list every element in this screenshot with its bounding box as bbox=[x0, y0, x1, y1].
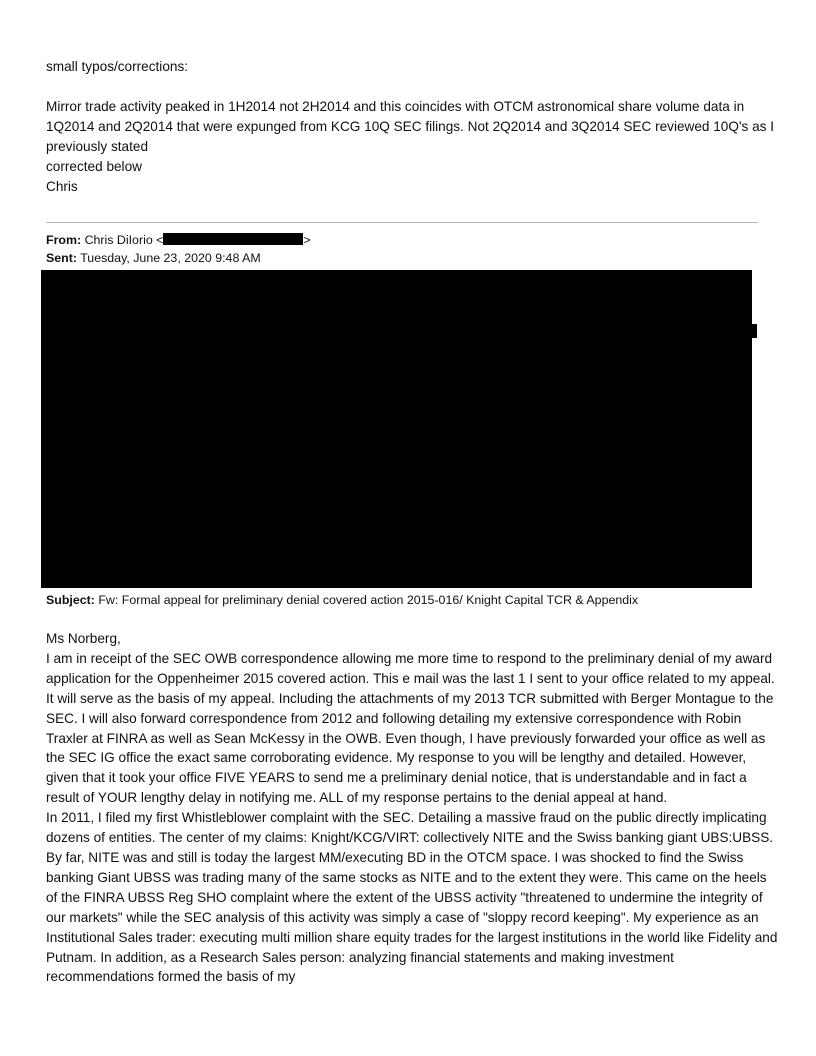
salutation: Ms Norberg, bbox=[46, 631, 121, 646]
intro-signature: Chris bbox=[46, 179, 78, 194]
intro-paragraph: Mirror trade activity peaked in 1H2014 not 2H2014 and this coincides with OTCM astronomical share volume data in 1Q2014 and 2Q2014 that were expunged from KCG 10Q SEC filings. Not 2Q2014 and 3Q2014 SEC reviewed 10Q's as I previously stated bbox=[46, 99, 775, 154]
intro-heading: small typos/corrections: bbox=[46, 59, 189, 74]
sent-value: Tuesday, June 23, 2020 9:48 AM bbox=[80, 251, 261, 265]
redaction-block-edge bbox=[750, 324, 757, 338]
subject-value: Fw: Formal appeal for preliminary denial covered action 2015-016/ Knight Capital TCR & Appendix bbox=[98, 593, 639, 607]
header-divider bbox=[46, 222, 758, 223]
sent-label: Sent: bbox=[46, 251, 77, 265]
subject-line bbox=[46, 592, 638, 608]
from-close: > bbox=[303, 233, 311, 247]
body-paragraph-2: In 2011, I filed my first Whistleblower complaint with the SEC. Detailing a massive fraud on the public directly implicating dozens of entities. The center of my claims: Knight/KCG/VIRT: collectively NITE and the Swiss banking giant UBS:UBSS. By far, NITE was and still is today the largest MM/executing BD in the OTCM space. I was shocked to find the Swiss banking Giant UBSS was trading many of the same stocks as NITE and to the extent they were. This came on the heels of the FINRA UBSS Reg SHO complaint where the extent of the UBSS activity "threatened to undermine the integrity of our markets" while the SEC analysis of this activity was simply a case of "sloppy record keeping". My experience as an Institutional Sales trader: executing multi million share equity trades for the largest institutions in the world like Fidelity and Putnam. In addition, as a Research Sales person: analyzing financial statements and making investment recommendations formed the basis of my bbox=[46, 810, 778, 985]
subject-label: Subject: bbox=[46, 593, 95, 607]
from-line bbox=[46, 232, 311, 248]
intro-corrected: corrected below bbox=[46, 159, 142, 174]
redaction-block bbox=[41, 270, 752, 588]
from-value: Chris DiIorio < bbox=[84, 233, 164, 247]
body-paragraph-1: I am in receipt of the SEC OWB correspondence allowing me more time to respond to the preliminary denial of my award application for the Oppenheimer 2015 covered action. This e mail was the last 1 I sent to your office related to my appeal. It will serve as the basis of my appeal. Including the attachments of my 2013 TCR submitted with Berger Montague to the SEC. I will also forward correspondence from 2012 and following detailing my extensive correspondence with Robin Traxler at FINRA as well as Sean McKessy in the OWB. Even though, I have previously forwarded your office as well as the SEC IG office the exact same corroborating evidence. My response to you will be lengthy and detailed. However, given that it took your office FIVE YEARS to send me a preliminary denial notice, that is understandable and in fact a result of YOUR lengthy delay in notifying me. ALL of my response pertains to the denial appeal at hand. bbox=[46, 650, 775, 806]
email-body bbox=[46, 629, 781, 987]
redacted-email bbox=[163, 233, 303, 245]
sent-line bbox=[46, 250, 261, 266]
spacer bbox=[46, 77, 776, 97]
from-label: From: bbox=[46, 233, 82, 247]
intro-note bbox=[46, 57, 776, 197]
